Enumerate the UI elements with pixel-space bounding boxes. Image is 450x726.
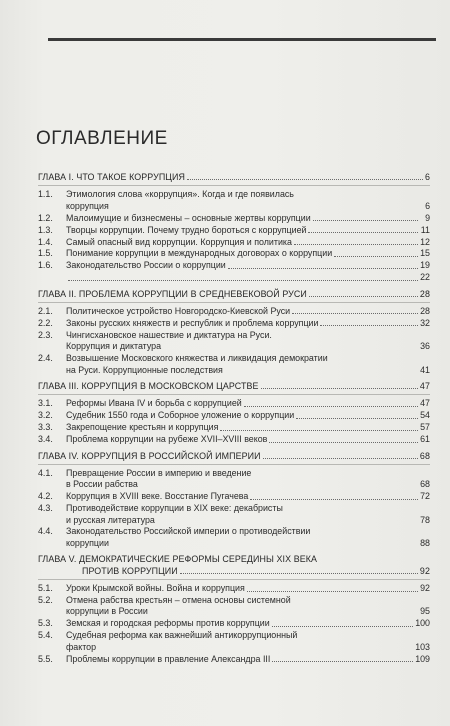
section-title-text: Закрепощение крестьян и коррупция bbox=[66, 422, 219, 433]
toc-entry-line bbox=[38, 213, 430, 224]
section-title-text: Проблемы коррупции в правление Александра III bbox=[66, 653, 271, 664]
toc-entry-line bbox=[38, 318, 430, 329]
section-page-number: 100 bbox=[415, 618, 430, 629]
section-title-text: в России рабства bbox=[66, 479, 138, 490]
toc-entry-continuation bbox=[38, 606, 430, 617]
toc-entry-line bbox=[38, 260, 430, 271]
section-page-number: 47 bbox=[420, 398, 430, 409]
chapter-title-text: ГЛАВА II. ПРОБЛЕМА КОРРУПЦИИ В СРЕДНЕВЕКОВОЙ РУСИ bbox=[38, 288, 307, 299]
leader-dots bbox=[180, 573, 418, 574]
section-title-text: Законы русских княжеств и республик и проблема коррупции bbox=[66, 317, 319, 328]
toc-entry bbox=[38, 213, 430, 224]
leader-dots bbox=[308, 232, 418, 233]
section-page-number: 92 bbox=[420, 583, 430, 594]
section-number: 1.1. bbox=[38, 189, 53, 200]
section-title-text: Законодательство России о коррупции bbox=[66, 260, 226, 271]
chapter-page-number: 6 bbox=[424, 172, 430, 182]
section-title bbox=[66, 398, 430, 409]
toc-entry-line bbox=[38, 189, 430, 200]
section-title bbox=[66, 468, 430, 479]
section-page-number: 54 bbox=[420, 410, 430, 421]
toc-entry-continuation bbox=[38, 642, 430, 653]
table-of-contents bbox=[38, 172, 430, 668]
chapter-title bbox=[38, 172, 430, 186]
chapter-title bbox=[38, 554, 430, 580]
section-number: 4.4. bbox=[38, 526, 53, 537]
section-page-number: 78 bbox=[420, 514, 430, 525]
leader-dots bbox=[296, 418, 418, 419]
leader-dots bbox=[272, 661, 413, 662]
chapter-title bbox=[38, 289, 430, 303]
toc-entry bbox=[38, 434, 430, 445]
section-page-number: 12 bbox=[420, 236, 430, 247]
toc-entry-line bbox=[38, 583, 430, 594]
section-title-text: Проблема коррупции на рубеже XVII–XVIII веков bbox=[66, 434, 268, 445]
toc-entry-continuation bbox=[38, 201, 430, 212]
section-title bbox=[66, 618, 430, 629]
chapter-title-text: ГЛАВА IV. КОРРУПЦИЯ В РОССИЙСКОЙ ИМПЕРИИ bbox=[38, 450, 261, 461]
toc-entry-line bbox=[38, 595, 430, 606]
section-title-text: и русская литература bbox=[66, 514, 155, 525]
toc-entry bbox=[38, 595, 430, 618]
section-title bbox=[66, 237, 430, 248]
toc-chapter bbox=[38, 451, 430, 550]
section-page-number: 95 bbox=[420, 606, 430, 617]
section-title bbox=[66, 189, 430, 200]
toc-entry bbox=[38, 189, 430, 212]
section-title-text: Понимание коррупции в международных договорах о коррупции bbox=[66, 248, 333, 259]
section-title-text: коррупция bbox=[66, 200, 109, 211]
leader-dots bbox=[220, 430, 418, 431]
section-title bbox=[66, 630, 430, 641]
toc-entry bbox=[38, 225, 430, 236]
toc-entry-line bbox=[38, 468, 430, 479]
section-title-text: Самый опасный вид коррупции. Коррупция и политика bbox=[66, 236, 292, 247]
section-title bbox=[66, 260, 430, 271]
leader-dots bbox=[292, 313, 418, 314]
leader-dots bbox=[334, 256, 418, 257]
toc-chapter bbox=[38, 554, 430, 665]
section-title-text: Судебник 1550 года и Соборное уложение о коррупции bbox=[66, 410, 295, 421]
section-title bbox=[66, 272, 430, 283]
section-number: 5.5. bbox=[38, 653, 53, 664]
leader-dots bbox=[294, 244, 418, 245]
toc-entry bbox=[38, 422, 430, 433]
toc-entry bbox=[38, 330, 430, 353]
section-title-text: Реформы Ивана IV и борьба с коррупцией bbox=[66, 398, 242, 409]
leader-dots bbox=[228, 268, 418, 269]
chapter-title-line bbox=[38, 566, 430, 577]
leader-dots bbox=[313, 220, 418, 221]
section-title-text: Отмена рабства крестьян – отмена основы системной bbox=[66, 595, 291, 605]
section-page-number: 32 bbox=[420, 317, 430, 328]
section-title bbox=[66, 422, 430, 433]
section-title-text: Коррупция в XVIII веке. Восстание Пугачева bbox=[66, 491, 249, 502]
section-title-text: Возвышение Московского княжества и ликвидация демократии bbox=[66, 353, 328, 364]
section-number: 2.3. bbox=[38, 329, 53, 340]
section-page-number: 68 bbox=[420, 479, 430, 490]
toc-entry-line bbox=[38, 237, 430, 248]
section-number: 4.3. bbox=[38, 503, 53, 514]
toc-entry bbox=[38, 237, 430, 248]
section-title bbox=[66, 503, 430, 514]
section-page-number: 22 bbox=[420, 272, 430, 283]
toc-entry-line bbox=[38, 526, 430, 537]
toc-entry bbox=[38, 526, 430, 549]
toc-entry-line bbox=[38, 353, 430, 364]
section-title-text: Этимология слова «коррупция». Когда и где появилась bbox=[66, 189, 294, 200]
toc-entry bbox=[38, 503, 430, 526]
section-title bbox=[66, 213, 430, 224]
section-page-number: 15 bbox=[420, 248, 430, 259]
section-page-number: 11 bbox=[420, 224, 430, 235]
toc-entry bbox=[38, 654, 430, 665]
chapter-title-line bbox=[38, 554, 430, 565]
section-page-number: 61 bbox=[420, 434, 430, 445]
toc-entry bbox=[38, 583, 430, 594]
section-page-number: 28 bbox=[420, 306, 430, 317]
section-number: 2.4. bbox=[38, 353, 53, 364]
section-title-text: Политическое устройство Новгородско-Киевской Руси bbox=[66, 306, 291, 317]
toc-entry-line bbox=[38, 272, 430, 283]
leader-dots bbox=[309, 296, 418, 297]
section-title bbox=[66, 248, 430, 259]
toc-entry bbox=[38, 468, 430, 491]
chapter-page-number: 68 bbox=[419, 450, 430, 461]
section-number: 5.1. bbox=[38, 583, 53, 594]
section-title-text: Судебная реформа как важнейший антикоррупционный bbox=[66, 630, 298, 641]
section-page-number: 57 bbox=[420, 422, 430, 433]
section-number: 3.2. bbox=[38, 410, 53, 421]
toc-entry bbox=[38, 410, 430, 421]
section-number: 5.4. bbox=[38, 630, 53, 641]
toc-entry-line bbox=[38, 410, 430, 421]
section-title bbox=[66, 583, 430, 594]
section-number: 4.2. bbox=[38, 491, 53, 502]
leader-dots bbox=[244, 406, 418, 407]
section-number: 3.4. bbox=[38, 434, 53, 445]
toc-entry-line bbox=[38, 618, 430, 629]
leader-dots bbox=[68, 280, 418, 281]
toc-entry bbox=[38, 248, 430, 259]
section-page-number: 6 bbox=[425, 200, 430, 211]
toc-entry bbox=[38, 260, 430, 271]
chapter-title-text: ГЛАВА V. ДЕМОКРАТИЧЕСКИЕ РЕФОРМЫ СЕРЕДИНЫ XIX ВЕКА bbox=[38, 554, 318, 565]
section-title bbox=[66, 330, 430, 341]
toc-entry bbox=[38, 630, 430, 653]
section-number: 1.5. bbox=[38, 248, 53, 259]
toc-entry-continuation bbox=[38, 479, 430, 490]
leader-dots bbox=[272, 626, 413, 627]
chapter-title-line bbox=[38, 172, 430, 183]
section-title-text: Творцы коррупции. Почему трудно бороться с коррупцией bbox=[66, 224, 307, 235]
toc-entry-line bbox=[38, 491, 430, 502]
leader-dots bbox=[247, 591, 418, 592]
section-number: 5.3. bbox=[38, 618, 53, 629]
section-number: 5.2. bbox=[38, 595, 53, 605]
section-title-text: коррупции в России bbox=[66, 606, 148, 617]
chapter-title-text: ПРОТИВ КОРРУПЦИИ bbox=[82, 565, 178, 576]
toc-entry-continuation bbox=[38, 538, 430, 549]
leader-dots bbox=[320, 325, 418, 326]
section-title bbox=[66, 595, 430, 606]
toc-entry-line bbox=[38, 225, 430, 236]
leader-dots bbox=[187, 179, 423, 180]
toc-entry bbox=[38, 353, 430, 376]
section-title bbox=[66, 526, 430, 537]
section-title-text: Законодательство Российской империи о противодействии bbox=[66, 526, 311, 537]
toc-entry-continuation bbox=[38, 365, 430, 376]
chapter-title bbox=[38, 381, 430, 395]
section-title bbox=[66, 306, 430, 317]
section-number: 4.1. bbox=[38, 467, 53, 478]
section-title-text: фактор bbox=[66, 641, 97, 652]
section-number: 1.3. bbox=[38, 224, 53, 235]
toc-entry bbox=[38, 318, 430, 329]
chapter-title-text: ГЛАВА I. ЧТО ТАКОЕ КОРРУПЦИЯ bbox=[38, 172, 185, 182]
section-number: 3.3. bbox=[38, 422, 53, 433]
toc-chapter bbox=[38, 172, 430, 284]
leader-dots bbox=[250, 499, 418, 500]
toc-entry-continuation bbox=[38, 341, 430, 352]
section-page-number: 9 bbox=[425, 212, 430, 223]
chapter-page-number: 47 bbox=[419, 381, 430, 391]
section-number: 2.2. bbox=[38, 317, 53, 328]
section-page-number: 36 bbox=[420, 341, 430, 352]
chapter-title-text: ГЛАВА III. КОРРУПЦИЯ В МОСКОВСКОМ ЦАРСТВЕ bbox=[38, 381, 259, 391]
section-title-text: Уроки Крымской войны. Война и коррупция bbox=[66, 583, 245, 594]
section-title bbox=[66, 225, 430, 236]
section-number: 1.2. bbox=[38, 212, 53, 223]
toc-entry-line bbox=[38, 630, 430, 641]
section-number: 3.1. bbox=[38, 398, 53, 409]
section-title-text: Земская и городская реформы против коррупции bbox=[66, 618, 270, 629]
toc-entry-line bbox=[38, 503, 430, 514]
chapter-title-line bbox=[38, 381, 430, 392]
section-number: 1.4. bbox=[38, 236, 53, 247]
section-page-number: 88 bbox=[420, 537, 430, 548]
toc-entry bbox=[38, 306, 430, 317]
leader-dots bbox=[269, 442, 418, 443]
section-title bbox=[66, 434, 430, 445]
chapter-title-line bbox=[38, 289, 430, 300]
top-rule bbox=[48, 38, 436, 41]
section-page-number: 103 bbox=[415, 641, 430, 652]
toc-entry-line bbox=[38, 422, 430, 433]
section-number: 2.1. bbox=[38, 306, 53, 317]
section-page-number: 41 bbox=[420, 364, 430, 375]
toc-entry-line bbox=[38, 398, 430, 409]
section-title-text: Малоимущие и бизнесмены – основные жертвы коррупции bbox=[66, 212, 311, 223]
section-page-number: 109 bbox=[415, 653, 430, 664]
chapter-page-number: 92 bbox=[419, 565, 430, 576]
section-title bbox=[66, 318, 430, 329]
section-title bbox=[66, 491, 430, 502]
section-title-text: Противодействие коррупции в XIX веке: декабристы bbox=[66, 503, 283, 514]
section-number: 1.6. bbox=[38, 260, 53, 271]
toc-entry bbox=[38, 398, 430, 409]
chapter-title bbox=[38, 451, 430, 465]
section-title-text: Коррупция и диктатура bbox=[66, 341, 162, 352]
section-title-text: Чингисхановское нашествие и диктатура на Руси. bbox=[66, 329, 272, 340]
section-title bbox=[66, 410, 430, 421]
section-title-text: Превращение России в империю и введение bbox=[66, 467, 252, 478]
toc-entry-line bbox=[38, 330, 430, 341]
leader-dots bbox=[263, 458, 418, 459]
toc-entry-line bbox=[38, 434, 430, 445]
section-title bbox=[66, 654, 430, 665]
leader-dots bbox=[261, 388, 418, 389]
chapter-title-line bbox=[38, 451, 430, 462]
section-title-text: на Руси. Коррупционные последствия bbox=[66, 364, 223, 375]
section-page-number: 72 bbox=[420, 491, 430, 502]
section-page-number: 19 bbox=[420, 260, 430, 271]
toc-entry-continuation bbox=[38, 515, 430, 526]
section-title bbox=[66, 353, 430, 364]
toc-entry-line bbox=[38, 654, 430, 665]
toc-entry bbox=[38, 491, 430, 502]
toc-chapter bbox=[38, 289, 430, 376]
section-title-text: коррупции bbox=[66, 537, 109, 548]
toc-entry-line bbox=[38, 306, 430, 317]
chapter-page-number: 28 bbox=[419, 288, 430, 299]
toc-heading: ОГЛАВЛЕНИЕ bbox=[36, 128, 168, 149]
toc-chapter bbox=[38, 381, 430, 446]
toc-entry bbox=[38, 618, 430, 629]
toc-entry bbox=[38, 272, 430, 283]
toc-entry-line bbox=[38, 248, 430, 259]
